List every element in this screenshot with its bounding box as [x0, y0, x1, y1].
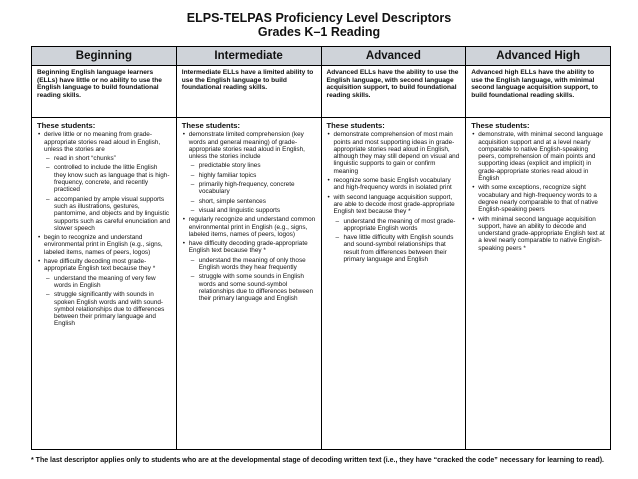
sub-bullet-item: – struggle significantly with sounds in spoken English words and with sound-symbol relationships due to differences between their primary language and English — [44, 291, 171, 327]
bullet-text: with second language acquisition support, are able to decode most grade-appropriate English text because they * — [333, 193, 455, 216]
bullet-text: begin to recognize and understand environmental print in English (e.g., signs, labeled items, names of peers, logos) — [44, 234, 163, 256]
column-intermediate — [176, 47, 321, 449]
bullet-item — [182, 216, 316, 238]
bullet-text: with minimal second language acquisition support, have an ability to decode and understand grade-appropriate English text at a level nearly comparable to native English-speaking peers * — [478, 215, 605, 252]
descriptor-table — [31, 46, 611, 450]
column-body — [177, 118, 321, 449]
bullet-list — [182, 131, 316, 302]
bullet-item — [182, 131, 316, 214]
column-heading: Advanced — [322, 47, 466, 66]
bullet-item — [37, 234, 171, 256]
sub-bullet-item: – visual and linguistic supports — [189, 207, 316, 214]
sub-bullet-item: – primarily high-frequency, concrete vocabulary — [189, 181, 316, 196]
bullet-item — [37, 258, 171, 328]
bullet-text: derive little or no meaning from grade-appropriate stories read aloud in English, unless the stories are — [44, 131, 161, 153]
bullet-item — [327, 177, 461, 192]
bullet-list — [37, 131, 171, 327]
sub-bullet-item: – have little difficulty with English sounds and sound-symbol relationships that result from differences between their primary language and English — [334, 234, 461, 263]
bullet-text: with some exceptions, recognize sight vocabulary and high-frequency words to a degree nearly comparable to that of native English-speaking peers — [478, 184, 598, 214]
bullet-text: regularly recognize and understand common environmental print in English (e.g., signs, labeled items, names of peers, logos) — [188, 216, 316, 238]
column-intro: Beginning English language learners (ELLs) have little or no ability to use the English language to build foundational reading skills. — [32, 66, 176, 118]
column-lead: These students: — [181, 121, 240, 130]
sub-bullet-item: – understand the meaning of most grade-appropriate English words — [334, 218, 461, 233]
column-advanced-high — [465, 47, 610, 449]
bullet-text: demonstrate, with minimal second language acquisition support and at a level nearly comparable to native English-speaking peers, comprehension of main points and supporting ideas (explicit and implicit) in grade-appropriate stories read aloud in English — [478, 131, 603, 183]
sub-bullet-item: – predictable story lines — [189, 162, 316, 169]
bullet-list — [471, 131, 605, 252]
column-body — [322, 118, 466, 449]
footnote: * The last descriptor applies only to students who are at the developmental stage of decoding written text (i.e., they have “cracked the code” necessary for learning to read). — [31, 457, 604, 464]
bullet-text: have difficulty decoding most grade-appropriate English text because they * — [44, 258, 156, 273]
bullet-item — [182, 240, 316, 302]
sub-bullet-item: – understand the meaning of very few words in English — [44, 275, 171, 290]
column-intro: Intermediate ELLs have a limited ability to use the English language to build foundational reading skills. — [177, 66, 321, 118]
sub-bullet-list — [44, 275, 171, 328]
sub-bullet-item: – highly familiar topics — [189, 172, 316, 179]
bullet-text: demonstrate comprehension of most main points and most supporting ideas in grade-appropriate stories read aloud in English, although they may still depend on visual and linguistic supports to gain or confirm meaning — [333, 131, 460, 175]
column-advanced — [321, 47, 466, 449]
bullet-text: demonstrate limited comprehension (key words and general meaning) of grade-appropriate stories read aloud in English, unless the stories include — [188, 131, 305, 161]
sub-bullet-item: – understand the meaning of only those English words they hear frequently — [189, 257, 316, 272]
bullet-item — [471, 216, 605, 252]
sub-bullet-list — [334, 218, 461, 264]
sub-bullet-item: – struggle with some sounds in English words and some sound-symbol relationships due to differences between their primary language and English — [189, 273, 316, 302]
page-subtitle: Grades K–1 Reading — [257, 25, 381, 39]
column-body — [466, 118, 610, 449]
column-heading: Intermediate — [177, 47, 321, 66]
bullet-item — [471, 184, 605, 213]
sub-bullet-item: – short, simple sentences — [189, 198, 316, 205]
column-lead: These students: — [471, 121, 530, 130]
sub-bullet-list — [189, 257, 316, 303]
column-body — [32, 118, 176, 449]
bullet-text: recognize some basic English vocabulary and high-frequency words in isolated print — [333, 177, 452, 192]
column-lead: These students: — [326, 121, 385, 130]
column-heading: Advanced High — [466, 47, 610, 66]
sub-bullet-item: – controlled to include the little English they know such as language that is high-frequency, concrete, and recently practiced — [44, 164, 171, 193]
sub-bullet-list — [189, 162, 316, 214]
bullet-item — [327, 131, 461, 175]
sub-bullet-item: – read in short “chunks” — [44, 155, 171, 162]
bullet-text: have difficulty decoding grade-appropriate English text because they * — [188, 240, 308, 255]
sub-bullet-item: – accompanied by ample visual supports such as illustrations, gestures, pantomime, and objects and by linguistic supports such as careful enunciation and slower speech — [44, 196, 171, 232]
bullet-item — [327, 194, 461, 264]
column-lead: These students: — [37, 121, 96, 130]
column-beginning — [32, 47, 176, 449]
bullet-list — [327, 131, 461, 263]
page-title: ELPS-TELPAS Proficiency Level Descriptors — [186, 11, 452, 25]
column-intro: Advanced ELLs have the ability to use the English language, with second language acquisition support, to build foundational reading skills. — [322, 66, 466, 118]
column-heading: Beginning — [32, 47, 176, 66]
bullet-item — [471, 131, 605, 182]
sub-bullet-list — [44, 155, 171, 232]
bullet-item — [37, 131, 171, 232]
column-intro: Advanced high ELLs have the ability to use the English language, with minimal second language acquisition support, to build foundational reading skills. — [466, 66, 610, 118]
